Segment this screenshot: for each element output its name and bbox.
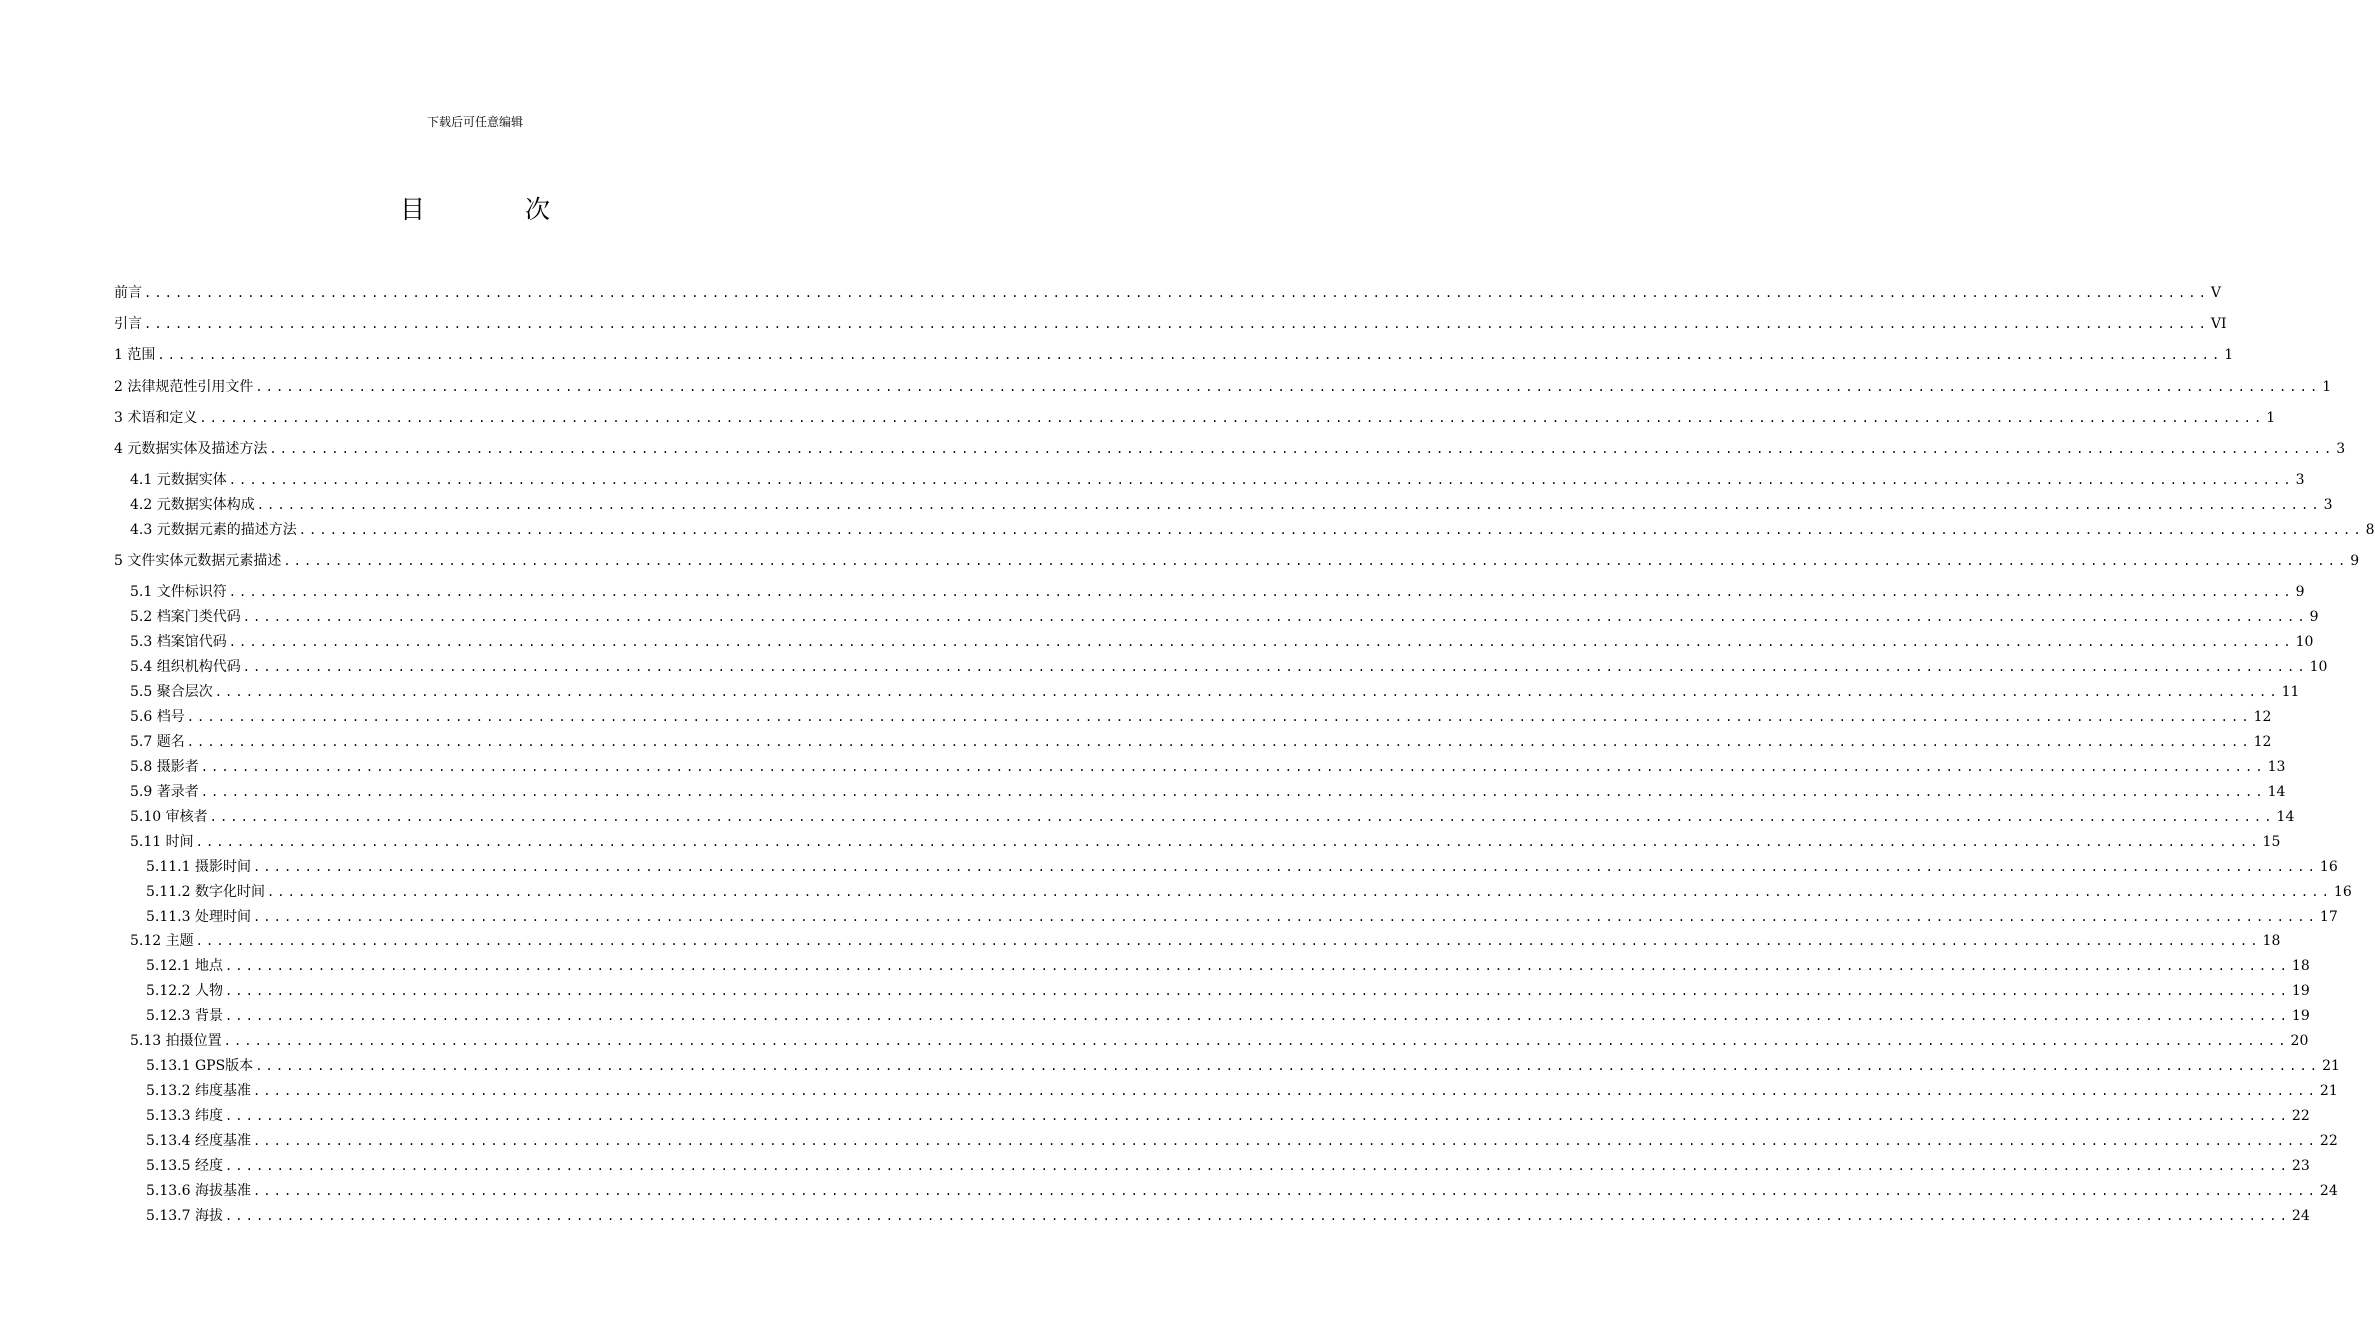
toc-entry-label: 5.11.3 处理时间 <box>146 909 251 925</box>
toc-entry-page-number: 14 <box>2267 784 2286 800</box>
toc-entry-label: 4.3 元数据元素的描述方法 <box>130 522 297 538</box>
toc-entry[interactable] <box>114 467 2305 489</box>
toc-dot-leader: ........................................................................................................................................................................................................ <box>252 1084 2318 1098</box>
toc-dot-leader: ........................................................................................................................................................................................................ <box>144 317 2209 331</box>
toc-entry-label: 5.13.2 纬度基准 <box>146 1083 251 1099</box>
toc-dot-leader: ........................................................................................................................................................................................................ <box>144 286 2209 300</box>
toc-dot-leader: ........................................................................................................................................................................................................ <box>214 685 2280 699</box>
toc-entry[interactable] <box>114 1103 2310 1125</box>
toc-entry-label: 前言 <box>114 285 142 301</box>
toc-entry-page-number: 3 <box>2323 497 2333 513</box>
toc-entry[interactable] <box>114 978 2310 1000</box>
toc-entry[interactable] <box>114 1053 2340 1075</box>
toc-dot-leader: ........................................................................................................................................................................................................ <box>186 735 2252 749</box>
toc-entry-label: 4 元数据实体及描述方法 <box>114 441 268 457</box>
toc-entry-label: 5.12.3 背景 <box>146 1008 223 1024</box>
toc-entry-page-number: 8 <box>2365 522 2375 538</box>
toc-entry-label: 5.2 档案门类代码 <box>130 609 241 625</box>
toc-entry[interactable] <box>114 629 2314 651</box>
toc-entry[interactable] <box>114 879 2352 901</box>
toc-entry-page-number: 22 <box>2291 1108 2310 1124</box>
toc-entry-page-number: 3 <box>2336 441 2346 457</box>
toc-entry[interactable] <box>114 280 2222 302</box>
toc-entry[interactable] <box>114 1128 2338 1150</box>
toc-entry[interactable] <box>114 604 2319 626</box>
toc-dot-leader: ........................................................................................................................................................................................................ <box>224 1209 2290 1223</box>
toc-dot-leader: ........................................................................................................................................................................................................ <box>224 1109 2290 1123</box>
toc-dot-leader: ........................................................................................................................................................................................................ <box>200 760 2266 774</box>
toc-entry-page-number: 24 <box>2319 1183 2338 1199</box>
toc-entry-page-number: 9 <box>2295 584 2305 600</box>
toc-entry-page-number: V <box>2210 285 2222 301</box>
toc-entry-page-number: 20 <box>2290 1033 2309 1049</box>
toc-entry-label: 2 法律规范性引用文件 <box>114 379 254 395</box>
toc-entry-page-number: 10 <box>2295 634 2314 650</box>
toc-entry-page-number: 22 <box>2319 1133 2338 1149</box>
toc-entry[interactable] <box>114 804 2295 826</box>
toc-entry-page-number: 19 <box>2291 1008 2310 1024</box>
toc-entry-label: 5.13.1 GPS版本 <box>146 1058 254 1074</box>
toc-entry[interactable] <box>114 779 2286 801</box>
toc-entry-label: 5.13.7 海拔 <box>146 1208 223 1224</box>
toc-dot-leader: ........................................................................................................................................................................................................ <box>256 498 2322 512</box>
toc-entry-label: 5 文件实体元数据元素描述 <box>114 553 282 569</box>
toc-entry[interactable] <box>114 928 2281 950</box>
toc-entry-page-number: 1 <box>2224 347 2234 363</box>
toc-entry[interactable] <box>114 1203 2310 1225</box>
toc-entry-page-number: 1 <box>2266 410 2276 426</box>
toc-entry-label: 5.4 组织机构代码 <box>130 659 241 675</box>
toc-entry[interactable] <box>114 953 2310 975</box>
toc-dot-leader: ........................................................................................................................................................................................................ <box>283 554 2349 568</box>
toc-entry-label: 3 术语和定义 <box>114 410 198 426</box>
toc-entry[interactable] <box>114 492 2333 514</box>
toc-entry-label: 5.7 题名 <box>130 734 185 750</box>
toc-dot-leader: ........................................................................................................................................................................................................ <box>224 1159 2290 1173</box>
toc-entry-label: 5.12.1 地点 <box>146 958 223 974</box>
toc-entry-label: 5.13 拍摄位置 <box>130 1033 222 1049</box>
toc-dot-leader: ........................................................................................................................................................................................................ <box>228 635 2294 649</box>
toc-entry[interactable] <box>114 579 2305 601</box>
toc-entry[interactable] <box>114 436 2346 458</box>
toc-entry-page-number: 16 <box>2333 884 2352 900</box>
toc-title-char-1: 目 <box>399 195 425 224</box>
toc-entry-page-number: 18 <box>2262 933 2281 949</box>
toc-entry[interactable] <box>114 1153 2310 1175</box>
toc-dot-leader: ........................................................................................................................................................................................................ <box>252 1184 2318 1198</box>
toc-entry-page-number: 21 <box>2319 1083 2338 1099</box>
toc-entry-page-number: 3 <box>2295 472 2305 488</box>
toc-dot-leader: ........................................................................................................................................................................................................ <box>157 348 2223 362</box>
toc-dot-leader: ........................................................................................................................................................................................................ <box>252 860 2318 874</box>
toc-dot-leader: ........................................................................................................................................................................................................ <box>200 785 2266 799</box>
toc-entry-page-number: 15 <box>2262 834 2281 850</box>
toc-entry[interactable] <box>114 548 2360 570</box>
toc-dot-leader: ........................................................................................................................................................................................................ <box>242 660 2308 674</box>
toc-entry-label: 5.3 档案馆代码 <box>130 634 227 650</box>
toc-dot-leader: ........................................................................................................................................................................................................ <box>224 984 2290 998</box>
toc-entry-label: 5.10 审核者 <box>130 809 208 825</box>
toc-entry[interactable] <box>114 517 2375 539</box>
toc-dot-leader: ........................................................................................................................................................................................................ <box>269 442 2335 456</box>
toc-entry-page-number: 14 <box>2276 809 2295 825</box>
toc-entry-page-number: 9 <box>2309 609 2319 625</box>
toc-dot-leader: ........................................................................................................................................................................................................ <box>195 934 2261 948</box>
toc-entry-label: 5.5 聚合层次 <box>130 684 213 700</box>
toc-entry-label: 5.8 摄影者 <box>130 759 199 775</box>
toc-entry-page-number: 23 <box>2291 1158 2310 1174</box>
toc-entry-page-number: 21 <box>2322 1058 2340 1074</box>
toc-dot-leader: ........................................................................................................................................................................................................ <box>242 610 2308 624</box>
toc-title-char-2: 次 <box>525 195 551 224</box>
toc-entry-label: 5.9 著录者 <box>130 784 199 800</box>
toc-entry[interactable] <box>114 829 2281 851</box>
toc-entry[interactable] <box>114 904 2338 926</box>
toc-dot-leader: ........................................................................................................................................................................................................ <box>223 1034 2289 1048</box>
toc-entry[interactable] <box>114 311 2227 333</box>
toc-entry-label: 5.13.4 经度基准 <box>146 1133 251 1149</box>
toc-entry[interactable] <box>114 1078 2338 1100</box>
toc-entry-label: 1 范围 <box>114 347 156 363</box>
toc-entry-label: 4.1 元数据实体 <box>130 472 227 488</box>
toc-entry-label: 5.11.2 数字化时间 <box>146 884 265 900</box>
toc-entry[interactable] <box>114 342 2234 364</box>
toc-entry-page-number: 10 <box>2309 659 2328 675</box>
toc-dot-leader: ........................................................................................................................................................................................................ <box>266 885 2332 899</box>
header-note: 下载后可任意编辑 <box>426 115 523 129</box>
toc-entry-page-number: 1 <box>2322 379 2332 395</box>
toc-entry-label: 5.12 主题 <box>130 933 194 949</box>
toc-entry-label: 5.11.1 摄影时间 <box>146 859 251 875</box>
toc-entry-page-number: 13 <box>2267 759 2286 775</box>
toc-dot-leader: ........................................................................................................................................................................................................ <box>209 810 2275 824</box>
toc-dot-leader: ........................................................................................................................................................................................................ <box>255 380 2321 394</box>
toc-entry[interactable] <box>114 854 2338 876</box>
toc-dot-leader: ........................................................................................................................................................................................................ <box>298 523 2364 537</box>
toc-dot-leader: ........................................................................................................................................................................................................ <box>255 1059 2321 1073</box>
toc-dot-leader: ........................................................................................................................................................................................................ <box>252 1134 2318 1148</box>
toc-entry[interactable] <box>114 704 2272 726</box>
toc-dot-leader: ........................................................................................................................................................................................................ <box>228 585 2294 599</box>
toc-entry[interactable] <box>114 729 2272 751</box>
toc-entry-label: 5.11 时间 <box>130 834 194 850</box>
toc-entry-label: 引言 <box>114 316 142 332</box>
toc-entry-page-number: 16 <box>2319 859 2338 875</box>
toc-entry-label: 5.13.5 经度 <box>146 1158 223 1174</box>
toc-entry-label: 5.12.2 人物 <box>146 983 223 999</box>
toc-entry-page-number: 12 <box>2253 734 2272 750</box>
toc-entry-label: 4.2 元数据实体构成 <box>130 497 255 513</box>
toc-entry-page-number: 12 <box>2253 709 2272 725</box>
toc-entry[interactable] <box>114 405 2276 427</box>
toc-entry-label: 5.13.3 纬度 <box>146 1108 223 1124</box>
toc-title <box>0 190 950 226</box>
toc-entry-page-number: 17 <box>2319 909 2338 925</box>
toc-dot-leader: ........................................................................................................................................................................................................ <box>186 710 2252 724</box>
toc-dot-leader: ........................................................................................................................................................................................................ <box>199 411 2265 425</box>
toc-entry[interactable] <box>114 1028 2309 1050</box>
toc-entry-page-number: VI <box>2210 316 2227 332</box>
toc-entry-page-number: 11 <box>2281 684 2300 700</box>
toc-entry[interactable] <box>114 1178 2338 1200</box>
toc-dot-leader: ........................................................................................................................................................................................................ <box>252 910 2318 924</box>
toc-entry-label: 5.6 档号 <box>130 709 185 725</box>
toc-entry-label: 5.1 文件标识符 <box>130 584 227 600</box>
toc-entry-page-number: 18 <box>2291 958 2310 974</box>
toc-dot-leader: ........................................................................................................................................................................................................ <box>224 959 2290 973</box>
toc-entry[interactable] <box>114 1003 2310 1025</box>
toc-dot-leader: ........................................................................................................................................................................................................ <box>224 1009 2290 1023</box>
toc-entry[interactable] <box>114 654 2328 676</box>
toc-entry-page-number: 9 <box>2350 553 2360 569</box>
toc-entry[interactable] <box>114 679 2300 701</box>
toc-entry-page-number: 24 <box>2291 1208 2310 1224</box>
toc-entry[interactable] <box>114 754 2286 776</box>
toc-dot-leader: ........................................................................................................................................................................................................ <box>228 473 2294 487</box>
toc-entry-label: 5.13.6 海拔基准 <box>146 1183 251 1199</box>
toc-dot-leader: ........................................................................................................................................................................................................ <box>195 835 2261 849</box>
toc-entry[interactable] <box>114 374 2332 396</box>
toc-entry-page-number: 19 <box>2291 983 2310 999</box>
